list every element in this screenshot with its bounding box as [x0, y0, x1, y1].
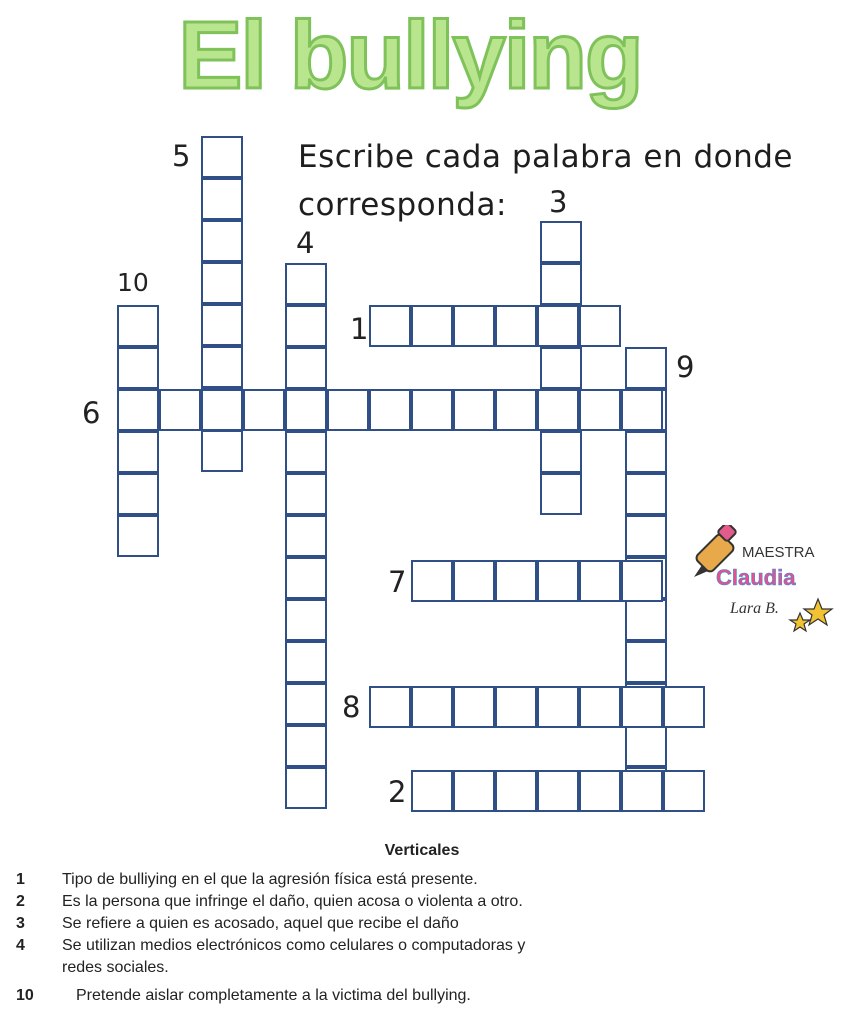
crossword-cell-9[interactable]: [625, 431, 667, 473]
crossword-cell-2[interactable]: [537, 770, 579, 812]
clue-item: 3 Se refiere a quien es acosado, aquel que recibe el daño: [16, 915, 459, 932]
crossword-cell-6[interactable]: [411, 389, 453, 431]
clue-number-7: 7: [388, 565, 407, 599]
crossword-cell-8[interactable]: [663, 686, 705, 728]
clue-number-6: 6: [82, 396, 101, 430]
crossword-cell-6[interactable]: [243, 389, 285, 431]
maestra-claudia-logo: [690, 525, 840, 640]
crossword-cell-5[interactable]: [201, 178, 243, 220]
crossword-cell-8[interactable]: [411, 686, 453, 728]
clue-number-4: 4: [296, 226, 315, 260]
crossword-cell-10[interactable]: [117, 305, 159, 347]
clue-number-5: 5: [172, 139, 191, 173]
crossword-cell-8[interactable]: [369, 686, 411, 728]
crossword-cell-3[interactable]: [540, 473, 582, 515]
crossword-cell-10[interactable]: [117, 347, 159, 389]
instruction-line-2: corresponda:: [298, 187, 507, 223]
crossword-cell-1[interactable]: [411, 305, 453, 347]
crossword-cell-10[interactable]: [117, 389, 159, 431]
crossword-cell-2[interactable]: [453, 770, 495, 812]
crossword-cell-3[interactable]: [540, 221, 582, 263]
crossword-cell-1[interactable]: [369, 305, 411, 347]
crossword-cell-9[interactable]: [625, 347, 667, 389]
crossword-cell-6[interactable]: [579, 389, 621, 431]
star-icon: [790, 599, 832, 631]
crossword-cell-4[interactable]: [285, 347, 327, 389]
svg-text:Claudia: Claudia: [716, 565, 796, 590]
crossword-cell-6[interactable]: [369, 389, 411, 431]
crossword-cell-7[interactable]: [453, 560, 495, 602]
crossword-cell-6[interactable]: [201, 389, 243, 431]
crossword-cell-2[interactable]: [411, 770, 453, 812]
crossword-cell-9[interactable]: [625, 725, 667, 767]
crossword-cell-5[interactable]: [201, 262, 243, 304]
crossword-cell-6[interactable]: [159, 389, 201, 431]
clue-item: 1 Tipo de bulliying en el que la agresión física está presente.: [16, 871, 478, 888]
crossword-cell-4[interactable]: [285, 263, 327, 305]
crossword-cell-5[interactable]: [201, 220, 243, 262]
crossword-cell-4[interactable]: [285, 389, 327, 431]
instruction-line-1: Escribe cada palabra en donde: [298, 139, 793, 175]
clue-number-3: 3: [549, 185, 568, 219]
crossword-cell-8[interactable]: [579, 686, 621, 728]
crossword-cell-4[interactable]: [285, 431, 327, 473]
crossword-cell-4[interactable]: [285, 599, 327, 641]
crossword-cell-9[interactable]: [625, 473, 667, 515]
crossword-cell-1[interactable]: [537, 305, 579, 347]
crossword-cell-6[interactable]: [621, 389, 663, 431]
crossword-cell-6[interactable]: [327, 389, 369, 431]
clue-item: 4 Se utilizan medios electrónicos como celulares o computadoras y: [16, 937, 526, 954]
clue-item: 2 Es la persona que infringe el daño, quien acosa o violenta a otro.: [16, 893, 523, 910]
crossword-cell-5[interactable]: [201, 136, 243, 178]
clue-number-8: 8: [342, 690, 361, 724]
crossword-cell-3[interactable]: [540, 263, 582, 305]
crossword-cell-2[interactable]: [579, 770, 621, 812]
crossword-cell-4[interactable]: [285, 473, 327, 515]
crossword-cell-4[interactable]: [285, 683, 327, 725]
clue-item: redes sociales.: [62, 959, 169, 976]
crossword-cell-8[interactable]: [495, 686, 537, 728]
clue-number-10: 10: [117, 268, 149, 297]
crossword-cell-2[interactable]: [621, 770, 663, 812]
crossword-cell-4[interactable]: [285, 725, 327, 767]
crossword-cell-6[interactable]: [537, 389, 579, 431]
crossword-cell-4[interactable]: [285, 515, 327, 557]
crossword-cell-7[interactable]: [537, 560, 579, 602]
crossword-cell-7[interactable]: [495, 560, 537, 602]
crossword-cell-1[interactable]: [579, 305, 621, 347]
crossword-cell-9[interactable]: [625, 599, 667, 641]
crossword-cell-2[interactable]: [495, 770, 537, 812]
svg-text:MAESTRA: MAESTRA: [742, 544, 815, 561]
crossword-cell-4[interactable]: [285, 641, 327, 683]
crossword-cell-4[interactable]: [285, 767, 327, 809]
crossword-cell-3[interactable]: [540, 431, 582, 473]
crossword-cell-5[interactable]: [201, 430, 243, 472]
crossword-cell-9[interactable]: [625, 515, 667, 557]
crossword-cell-8[interactable]: [537, 686, 579, 728]
crossword-cell-7[interactable]: [411, 560, 453, 602]
crossword-cell-10[interactable]: [117, 473, 159, 515]
crossword-cell-7[interactable]: [579, 560, 621, 602]
crossword-cell-4[interactable]: [285, 305, 327, 347]
crossword-cell-10[interactable]: [117, 515, 159, 557]
crossword-cell-8[interactable]: [621, 686, 663, 728]
svg-text:Lara B.: Lara B.: [730, 600, 779, 617]
crossword-cell-3[interactable]: [540, 347, 582, 389]
crossword-cell-1[interactable]: [495, 305, 537, 347]
crossword-cell-2[interactable]: [663, 770, 705, 812]
clue-number-1: 1: [350, 312, 369, 346]
clue-number-9: 9: [676, 350, 695, 384]
crossword-cell-4[interactable]: [285, 557, 327, 599]
crossword-cell-9[interactable]: [625, 641, 667, 683]
crossword-cell-1[interactable]: [453, 305, 495, 347]
page-title: El bullying: [178, 2, 642, 109]
crossword-cell-8[interactable]: [453, 686, 495, 728]
crossword-cell-5[interactable]: [201, 304, 243, 346]
crossword-cell-7[interactable]: [621, 560, 663, 602]
clues-heading: Verticales: [384, 842, 460, 859]
crossword-cell-10[interactable]: [117, 431, 159, 473]
clue-item: 10 Pretende aislar completamente a la victima del bullying.: [16, 987, 471, 1004]
crossword-cell-6[interactable]: [453, 389, 495, 431]
clue-number-2: 2: [388, 775, 407, 809]
crossword-cell-6[interactable]: [495, 389, 537, 431]
crossword-cell-5[interactable]: [201, 346, 243, 388]
